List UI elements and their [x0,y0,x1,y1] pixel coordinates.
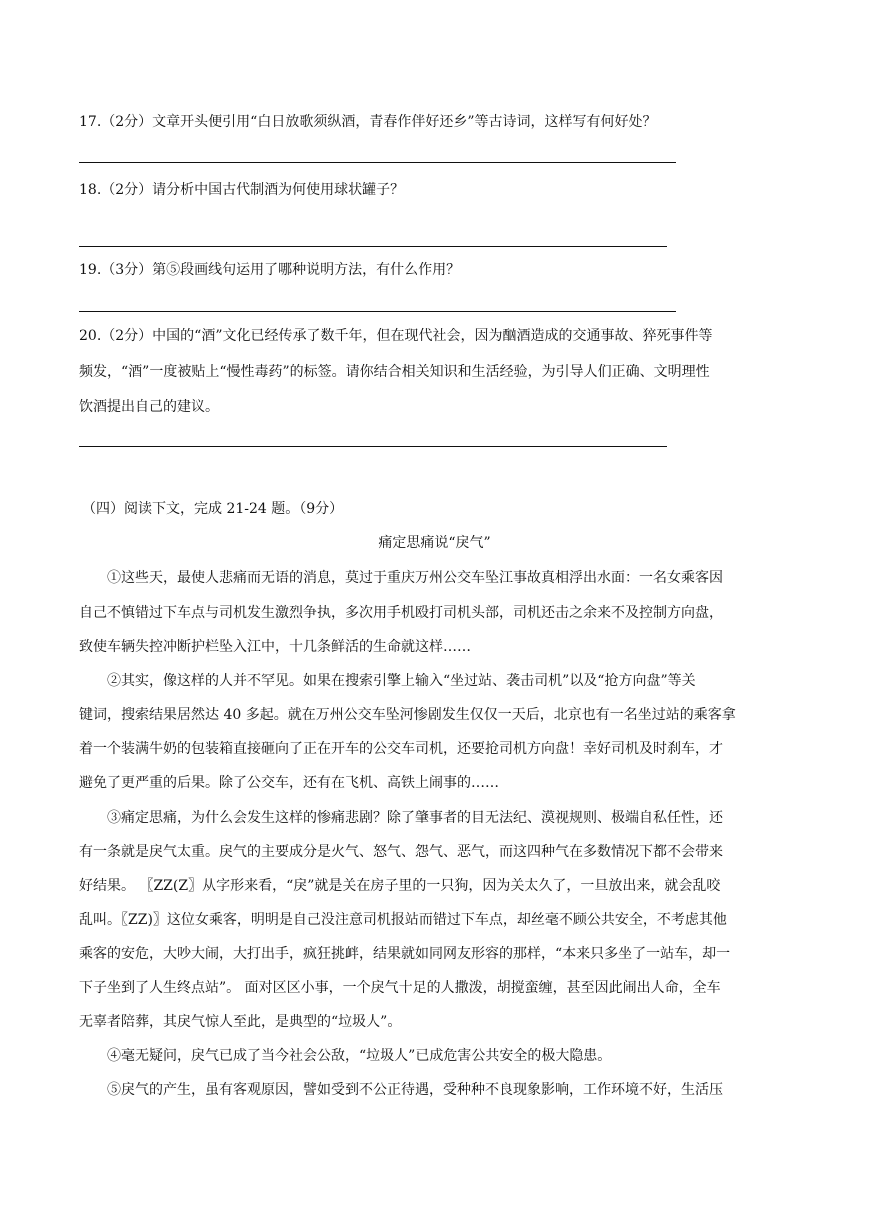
paragraph-1-line-3: 致使车辆失控冲断护栏坠入江中，十几条鲜活的生命就这样…… [79,639,471,655]
question-20-line-1: 20.（2分）中国的“酒”文化已经传承了数千年，但在现代社会，因为酗酒造成的交通事故、猝死事件等 [79,328,713,344]
paragraph-2-line-4: 避免了更严重的后果。除了公交车，还有在飞机、高铁上闹事的…… [79,775,499,791]
paragraph-3-line-5: 乘客的安危，大吵大闹，大打出手，疯狂挑衅，结果就如同网友形容的那样，“本来只多坐了一站车，却一 [79,946,731,962]
paragraph-4-line-1: ④毫无疑问，戾气已成了当今社会公敌，“垃圾人”已成危害公共安全的极大隐患。 [107,1048,612,1064]
paragraph-3-line-3: 好结果。 〖ZZ(Z〗从字形来看，“戾”就是关在房子里的一只狗，因为关太久了，一旦放出来，就会乱咬 [79,878,721,894]
paragraph-2-line-2: 键词，搜索结果居然达 40 多起。就在万州公交车坠河惨剧发生仅仅一天后，北京也有一名坐过站的乘客拿 [79,707,736,723]
question-19: 19.（3分）第⑤段画线句运用了哪种说明方法，有什么作用？ [79,262,461,278]
question-17: 17.（2分）文章开头便引用“白日放歌须纵酒，青春作伴好还乡”等古诗词，这样写有何好处？ [79,114,657,130]
answer-line-17[interactable] [79,162,676,163]
question-20-line-2: 频发，“酒”一度被贴上“慢性毒药”的标签。请你结合相关知识和生活经验，为引导人们正确、文明理性 [79,364,710,380]
question-20-line-3: 饮酒提出自己的建议。 [79,399,219,415]
paragraph-2-line-3: 着一个装满牛奶的包装箱直接砸向了正在开车的公交车司机，还要抢司机方向盘！幸好司机及时刹车，才 [79,741,723,757]
answer-line-20[interactable] [79,446,667,447]
paragraph-1-line-2: 自己不慎错过下车点与司机发生激烈争执，多次用手机殴打司机头部，司机还击之余来不及控制方向盘， [79,605,723,621]
paragraph-1-line-1: ①这些天，最使人悲痛而无语的消息，莫过于重庆万州公交车坠江事故真相浮出水面：一名女乘客因 [107,570,723,586]
paragraph-3-line-2: 有一条就是戾气太重。戾气的主要成分是火气、怒气、怨气、恶气，而这四种气在多数情况下都不会带来 [79,844,723,860]
paragraph-3-line-4: 乱叫。〖ZZ)〗这位女乘客，明明是自己没注意司机报站而错过下车点，却丝毫不顾公共安全，不考虑其他 [79,912,727,928]
paragraph-2-line-1: ②其实，像这样的人并不罕见。如果在搜索引擎上输入“坐过站、袭击司机”以及“抢方向盘”等关 [107,673,696,689]
paragraph-3-line-1: ③痛定思痛，为什么会发生这样的惨痛悲剧？除了肇事者的目无法纪、漠视规则、极端自私任性，还 [107,810,723,826]
paragraph-3-line-7: 无辜者陪葬，其戾气惊人至此，是典型的“垃圾人”。 [79,1014,402,1030]
section-heading: （四）阅读下文，完成 21-24 题。（9分） [82,501,344,517]
article-title: 痛定思痛说“戾气” [378,535,491,551]
answer-line-19[interactable] [79,311,676,312]
paragraph-3-line-6: 下子坐到了人生终点站”。 面对区区小事，一个戾气十足的人撒泼，胡搅蛮缠，甚至因此闹出人命，全车 [79,980,721,996]
paragraph-5-line-1: ⑤戾气的产生，虽有客观原因，譬如受到不公正待遇，受种种不良现象影响，工作环境不好，生活压 [107,1082,723,1098]
answer-line-18[interactable] [79,246,667,247]
question-18: 18.（2分）请分析中国古代制酒为何使用球状罐子？ [79,182,405,198]
